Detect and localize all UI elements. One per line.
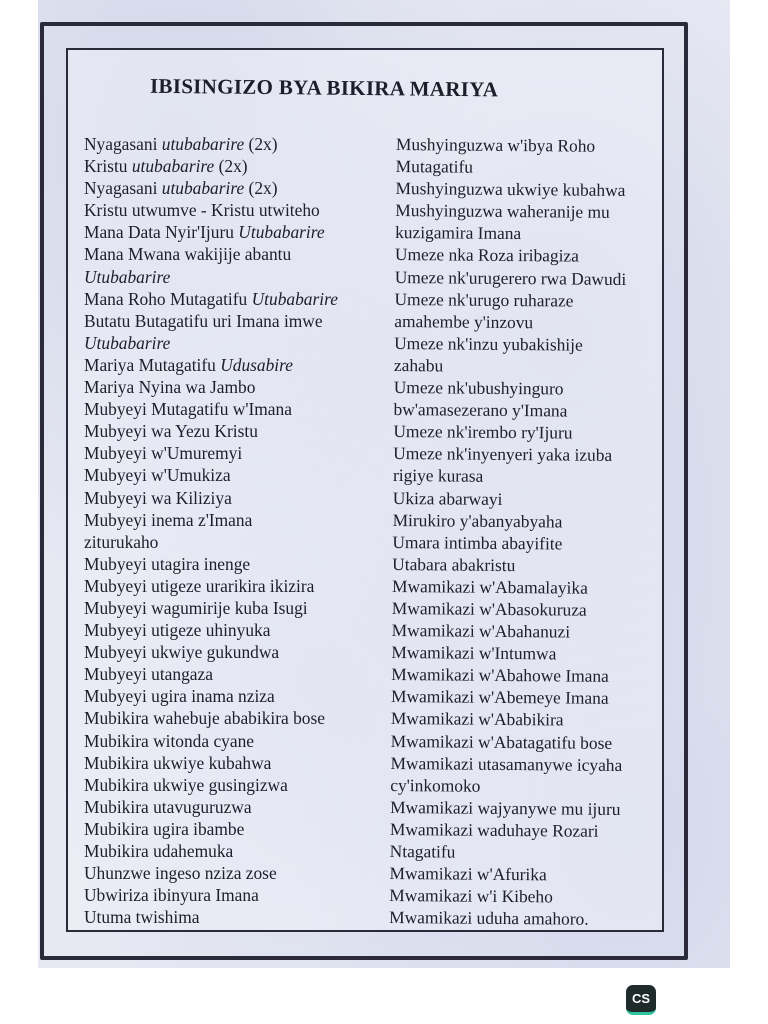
line-text: Ubwiriza ibinyura Imana [84, 885, 259, 906]
litany-line: Umeze nk'inyenyeri yaka izuba [393, 443, 613, 466]
litany-line: Umeze nk'urugerero rwa Dawudi [394, 266, 627, 289]
line-text: Mubyeyi utigeze urarikira ikizira [84, 575, 315, 596]
line-text: Nyagasani [84, 178, 162, 199]
litany-line: Mushyinguzwa w'ibya Roho [395, 133, 596, 156]
litany-line [84, 177, 392, 199]
litany-line [84, 398, 392, 420]
line-text: Uhunzwe ingeso nziza zose [84, 863, 277, 884]
litany-line [84, 442, 392, 464]
litany-line [84, 862, 392, 884]
litany-line: Ukiza abarwayi [392, 487, 503, 509]
line-text: Mubyeyi wa Yezu Kristu [84, 421, 258, 442]
litany-line [84, 685, 392, 707]
litany-line [84, 221, 392, 243]
line-response: utubabarire [161, 134, 245, 154]
litany-line: Umeze nk'urugo ruharaze [394, 288, 574, 311]
line-text: Mariya Nyina wa Jambo [84, 377, 256, 398]
litany-line: Utabara abakristu [392, 553, 516, 575]
line-response: Utubabarire [84, 266, 171, 287]
litany-line [84, 774, 392, 796]
line-response: utubabarire [161, 178, 245, 199]
litany-line [84, 376, 392, 398]
litany-line [84, 133, 392, 155]
litany-line [84, 332, 392, 354]
litany-line [84, 509, 392, 531]
litany-line [84, 818, 392, 840]
litany-line [84, 663, 392, 685]
litany-line: Mwamikazi w'i Kibeho [389, 885, 553, 907]
litany-line: Umeze nk'inzu yubakishije [394, 332, 583, 355]
line-text: Mana Mwana wakijije abantu [84, 244, 292, 265]
litany-left-column [84, 133, 392, 928]
litany-line: Mwamikazi wajyanywe mu ijuru [390, 796, 621, 819]
line-text: Mubyeyi wa Kiliziya [84, 487, 232, 508]
litany-line: Mwamikazi w'Abasokuruza [391, 597, 587, 620]
litany-line: bw'amasezerano y'Imana [393, 399, 568, 421]
litany-line: Mwamikazi uduha amahoro. [389, 907, 589, 929]
litany-line [84, 266, 392, 288]
litany-line [84, 619, 392, 641]
line-response: Utubabarire [238, 222, 325, 243]
line-text: Mubyeyi w'Umuremyi [84, 443, 243, 464]
litany-line [84, 575, 392, 597]
line-text: Mubyeyi wagumirije kuba Isugi [84, 597, 308, 618]
line-text: Mubyeyi utangaza [84, 664, 213, 685]
line-text: Kristu [84, 156, 132, 177]
line-response: Udusabire [220, 354, 293, 375]
line-repeat: (2x) [244, 178, 278, 199]
litany-line [84, 796, 392, 818]
litany-line [84, 243, 392, 265]
line-text: Mubikira witonda cyane [84, 730, 254, 751]
litany-line: Mwamikazi w'Abahanuzi [391, 620, 571, 642]
line-repeat: (2x) [214, 156, 248, 177]
litany-line [84, 884, 392, 906]
line-text: Mana Data Nyir'Ijuru [84, 222, 239, 243]
line-text: Mubyeyi utagira inenge [84, 553, 251, 574]
line-text: Utuma twishima [84, 907, 200, 928]
line-text: Mubikira ugira ibambe [84, 818, 245, 839]
litany-line: Umeze nk'irembo ry'Ijuru [393, 421, 573, 443]
line-text: Mariya Mutagatifu [84, 354, 221, 375]
litany-line: Mirukiro y'abanyabyaha [392, 509, 563, 532]
litany-line: Mushyinguzwa ukwiye kubahwa [395, 178, 626, 201]
line-text: Nyagasani [84, 134, 162, 154]
litany-line: Mutagatifu [395, 156, 474, 177]
line-response: Utubabarire [251, 288, 338, 309]
litany-line [84, 354, 392, 376]
litany-line [84, 707, 392, 729]
litany-line [84, 752, 392, 774]
litany-line [84, 288, 392, 310]
litany-line: cy'inkomoko [390, 774, 481, 796]
line-text: Mubyeyi Mutagatifu w'Imana [84, 399, 292, 420]
camscanner-logo-icon: CS [626, 985, 656, 1015]
line-text: ziturukaho [84, 531, 159, 552]
line-text: Mubyeyi utigeze uhinyuka [84, 620, 271, 641]
litany-line [84, 155, 392, 177]
line-text: Butatu Butagatifu uri Imana imwe [84, 310, 323, 331]
litany-line: Mushyinguzwa waheranije mu [395, 200, 610, 223]
litany-line: zahabu [393, 354, 444, 376]
litany-line [84, 531, 392, 553]
line-text: Mubikira ukwiye kubahwa [84, 752, 272, 773]
litany-line: Mwamikazi w'Afurika [389, 863, 547, 885]
line-text: Mubikira udahemuka [84, 841, 234, 861]
litany-line: kuzigamira Imana [395, 222, 522, 244]
page-title: IBISINGIZO BYA BIKIRA MARIYA [149, 73, 499, 102]
litany-line [84, 310, 392, 332]
line-response: utubabarire [131, 156, 215, 177]
line-text: Mana Roho Mutagatifu [84, 288, 252, 309]
litany-line: Umeze nka Roza iribagiza [394, 244, 579, 267]
litany-line [84, 487, 392, 509]
litany-line: Ntagatifu [389, 840, 456, 862]
litany-line: Mwamikazi w'Abahowe Imana [391, 664, 609, 687]
litany-line: rigiye kurasa [392, 465, 484, 487]
line-text: Mubikira utavuguruzwa [84, 796, 252, 817]
litany-line [84, 597, 392, 619]
litany-right-column [389, 133, 658, 931]
litany-line: Mwamikazi w'Ababikira [390, 708, 564, 730]
litany-line [84, 730, 392, 752]
line-text: Mubikira wahebuje ababikira bose [84, 708, 325, 729]
line-text: Mubyeyi ukwiye gukundwa [84, 642, 280, 663]
litany-line [84, 553, 392, 575]
litany-line [84, 641, 392, 663]
line-text: Kristu utwumve - Kristu utwiteho [84, 200, 320, 221]
line-text: Mubikira ukwiye gusingizwa [84, 774, 288, 795]
litany-line [84, 464, 392, 486]
litany-line: Umeze nk'ubushyinguro [393, 377, 564, 399]
litany-line: Mwamikazi w'Abamalayika [391, 575, 588, 598]
line-text: Mubyeyi w'Umukiza [84, 465, 231, 486]
litany-line: Umara intimba abayifite [392, 531, 563, 554]
litany-line [84, 840, 392, 862]
litany-line: amahembe y'inzovu [394, 310, 534, 332]
litany-line: Mwamikazi w'Abatagatifu bose [390, 730, 613, 753]
litany-line: Mwamikazi w'Intumwa [391, 642, 557, 664]
litany-line [84, 199, 392, 221]
litany-line: Mwamikazi utasamanywe icyaha [390, 752, 623, 775]
litany-line [84, 906, 392, 928]
litany-line: Mwamikazi w'Abemeye Imana [390, 686, 609, 709]
litany-line [84, 420, 392, 442]
litany-line: Mwamikazi waduhaye Rozari [389, 818, 599, 841]
line-text: Mubyeyi inema z'Imana [84, 509, 253, 530]
line-text: Mubyeyi ugira inama nziza [84, 686, 275, 707]
line-repeat: (2x) [244, 134, 278, 154]
line-response: Utubabarire [84, 332, 171, 353]
